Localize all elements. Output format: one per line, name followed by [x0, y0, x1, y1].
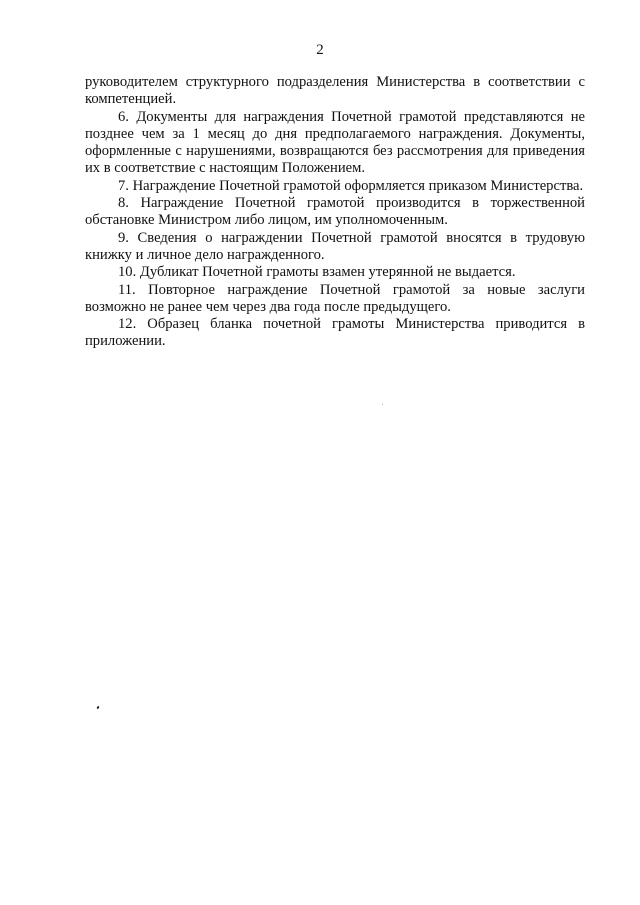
- scan-speck: [96, 706, 99, 710]
- scan-speck: [382, 404, 383, 405]
- document-body: [85, 74, 585, 351]
- paragraph-9: 9. Сведения о награждении Почетной грамотой вносятся в трудовую книжку и личное дело награжденного.: [85, 229, 585, 263]
- page-number: 2: [316, 42, 324, 58]
- paragraph-7: 7. Награждение Почетной грамотой оформляется приказом Министерства.: [118, 177, 584, 194]
- paragraph-11: 11. Повторное награждение Почетной грамотой за новые заслуги возможно не ранее чем через два года после предыдущего.: [85, 281, 585, 315]
- paragraph-6: 6. Документы для награждения Почетной грамотой представляются не позднее чем за 1 месяц до дня предполагаемого награждения. Документы, оформленные с нарушениями, возвращаются без рассмотрения для приведения их в соответствие с настоящим Положением.: [85, 108, 585, 177]
- paragraph-8: 8. Награждение Почетной грамотой производится в торжественной обстановке Министром либо лицом, им уполномоченным.: [85, 194, 585, 229]
- paragraph-continuation: руководителем структурного подразделения Министерства в соответствии с компетенцией.: [85, 74, 585, 108]
- paragraph-12: 12. Образец бланка почетной грамоты Министерства приводится в приложении.: [85, 316, 585, 350]
- paragraph-10: 10. Дубликат Почетной грамоты взамен утерянной не выдается.: [118, 264, 516, 281]
